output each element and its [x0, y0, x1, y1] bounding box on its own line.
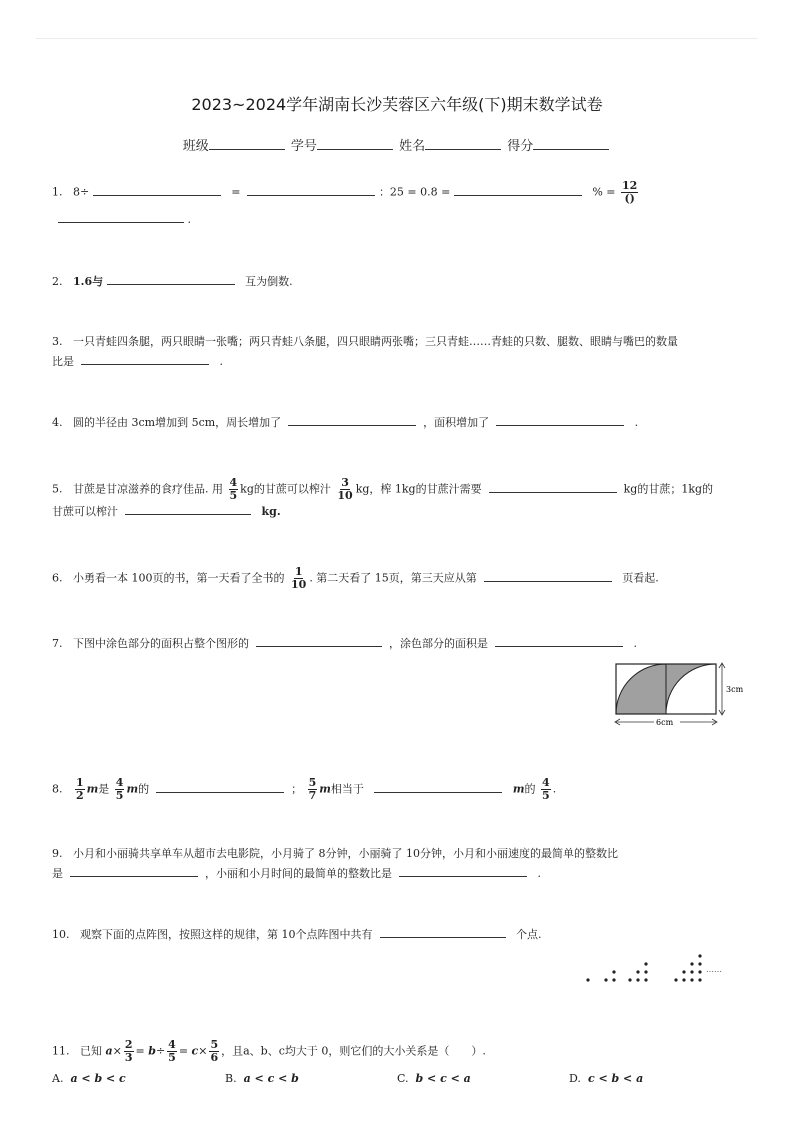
q11-option-a-label: A.	[52, 1072, 64, 1085]
q1-eq: =	[231, 185, 241, 199]
question-3-line-2	[52, 352, 223, 371]
q11-eq-1: =	[135, 1044, 145, 1058]
q7-blank-2[interactable]	[495, 634, 623, 647]
q11-var-a: a	[105, 1044, 113, 1058]
q11-option-c[interactable]	[397, 1072, 471, 1085]
q8-fraction-1	[75, 777, 85, 802]
q7-text-a: 下图中涂色部分的面积占整个图形的	[73, 637, 249, 650]
q7-label-height: 3cm	[726, 685, 744, 694]
q1-end: .	[187, 213, 191, 226]
q10-dot	[612, 978, 615, 981]
q11-fraction-1	[124, 1039, 134, 1064]
q7-text-b: ，涂色部分的面积是	[389, 637, 488, 650]
q2-number: 2.	[52, 275, 63, 288]
q10-dot	[644, 978, 647, 981]
question-1-line-2	[58, 210, 191, 229]
q8-f4-num: 4	[542, 776, 550, 789]
q11-fraction-2	[167, 1039, 177, 1064]
q6-fraction	[290, 566, 307, 591]
q9-number: 9.	[52, 847, 63, 860]
q5-text-e: kg.	[261, 505, 281, 518]
q10-dot	[644, 970, 647, 973]
q6-text-b: . 第二天看了 15页，第三天应从第	[309, 571, 477, 585]
question-4	[52, 413, 638, 432]
question-9	[52, 845, 618, 863]
q6-blank[interactable]	[484, 569, 612, 582]
q8-m1: m	[86, 782, 99, 796]
q11-f2-num: 4	[168, 1038, 176, 1051]
q11-f1-num: 2	[124, 1038, 133, 1051]
q8-f3-num: 5	[308, 776, 317, 789]
student-no-blank[interactable]	[317, 137, 393, 150]
q7-label-width: 6cm	[656, 718, 674, 727]
question-1	[52, 180, 640, 205]
q11-var-c: c	[191, 1044, 199, 1058]
student-no-label: 学号	[290, 139, 317, 154]
q1-text-a: 8÷	[73, 185, 90, 199]
q10-text-a: 观察下面的点阵图，按照这样的规律，第 10个点阵图中共有	[80, 928, 373, 941]
q9-text-a: 是	[52, 867, 63, 880]
q5-text-a: 甘蔗是甘凉滋养的食疗佳品. 用	[73, 482, 223, 496]
q11-option-b[interactable]	[225, 1072, 299, 1085]
q10-dot	[604, 978, 607, 981]
q10-text-b: 个点.	[516, 928, 542, 941]
question-2	[52, 272, 293, 291]
q4-end: .	[634, 416, 639, 429]
q11-f3-num: 5	[210, 1038, 219, 1051]
q1-blank-1[interactable]	[93, 183, 221, 196]
q10-dot	[628, 978, 631, 981]
name-label: 姓名	[399, 139, 426, 154]
q8-m4: m	[512, 782, 525, 796]
question-3	[52, 333, 678, 351]
q11-fraction-3	[209, 1039, 219, 1064]
q3-number: 3.	[52, 335, 63, 348]
question-9-line-2	[52, 864, 541, 883]
q10-dot	[636, 978, 639, 981]
q11-option-c-text: b < c < a	[415, 1072, 471, 1085]
q2-text-a: 1.6与	[73, 275, 104, 288]
question-6	[52, 566, 659, 591]
q8-f3-den: 7	[308, 789, 317, 802]
q10-dot-group	[586, 954, 701, 981]
q11-f1-den: 3	[124, 1051, 133, 1064]
q6-text-a: 小勇看一本 100页的书，第一天看了全书的	[73, 571, 285, 585]
q2-text-b: 互为倒数.	[245, 275, 293, 288]
q10-continuation: ……	[706, 965, 722, 974]
question-10	[52, 925, 542, 944]
q9-end: .	[537, 867, 541, 880]
q10-dot	[698, 978, 701, 981]
q10-dot	[644, 962, 647, 965]
q11-var-b: b	[148, 1044, 156, 1058]
q8-f1-den: 2	[76, 789, 84, 802]
q7-number: 7.	[52, 637, 63, 650]
q6-number: 6.	[52, 571, 63, 585]
q5-blank-2[interactable]	[125, 502, 251, 515]
name-blank[interactable]	[425, 137, 501, 150]
q4-text-a: 圆的半径由 3cm增加到 5cm，周长增加了	[73, 416, 282, 429]
q1-percent: % =	[592, 185, 616, 199]
question-7	[52, 634, 637, 653]
q10-dot	[586, 978, 589, 981]
q11-option-d-label: D.	[569, 1072, 581, 1085]
question-8	[52, 777, 556, 802]
q11-times-1: ×	[112, 1044, 122, 1058]
q11-f3-den: 6	[210, 1051, 219, 1064]
q8-f2-num: 4	[115, 776, 124, 789]
q11-number: 11.	[52, 1044, 70, 1058]
q10-dot	[690, 978, 693, 981]
q11-text-b: ，且a、b、c均大于 0，则它们的大小关系是（ ）.	[221, 1044, 486, 1058]
q9-text-b: ，小丽和小月时间的最简单的整数比是	[205, 867, 392, 880]
q8-m3: m	[319, 782, 331, 796]
class-blank[interactable]	[209, 137, 285, 150]
q4-blank-2[interactable]	[496, 413, 624, 426]
q10-dot-pattern	[580, 946, 740, 988]
q11-option-d-text: c < b < a	[587, 1072, 644, 1085]
q10-dot	[682, 970, 685, 973]
question-5	[52, 477, 713, 502]
q7-shaded-left	[616, 664, 666, 714]
q8-fraction-2	[115, 777, 125, 802]
q10-dot	[682, 978, 685, 981]
q11-option-b-text: a < c < b	[243, 1072, 299, 1085]
q5-line-2: 甘蔗可以榨汁	[52, 505, 118, 518]
q8-end: .	[552, 782, 557, 796]
q11-option-a[interactable]	[52, 1072, 126, 1085]
q10-dot	[698, 970, 701, 973]
q5-text-d: kg的甘蔗；1kg的	[623, 482, 714, 496]
q8-f1-num: 1	[76, 776, 84, 789]
q1-number: 1.	[52, 185, 63, 199]
q10-number: 10.	[52, 928, 70, 941]
q5-fraction-2	[336, 477, 353, 502]
q1-text-b: ：25 = 0.8 =	[378, 185, 451, 199]
q5-blank-1[interactable]	[489, 480, 617, 493]
q6-text-c: 页看起.	[622, 571, 659, 585]
q8-text-b: 的	[138, 782, 150, 796]
q10-dot	[612, 970, 615, 973]
q10-dot	[636, 970, 639, 973]
q8-number: 8.	[52, 782, 63, 796]
q10-dot	[690, 970, 693, 973]
q5-f1-num: 4	[229, 476, 238, 489]
q8-text-d: 的	[524, 782, 536, 796]
q3-end: .	[219, 355, 223, 368]
q8-fraction-4	[541, 777, 551, 802]
q7-end: .	[633, 637, 637, 650]
q4-text-b: ，面积增加了	[423, 416, 490, 429]
q10-blank[interactable]	[380, 925, 506, 938]
q8-blank-1[interactable]	[156, 780, 284, 793]
q6-f-den: 10	[291, 578, 307, 591]
q1-blank-3[interactable]	[454, 183, 582, 196]
q3-line-1: 一只青蛙四条腿，两只眼睛一张嘴；两只青蛙八条腿，四只眼睛两张嘴；三只青蛙……青蛙的只数、腿数、眼睛与嘴巴的数量	[73, 335, 678, 348]
question-11	[52, 1039, 486, 1064]
q11-option-c-label: C.	[397, 1072, 409, 1085]
class-label: 班级	[182, 139, 209, 154]
q8-text-a: 是	[98, 782, 110, 796]
q3-blank[interactable]	[81, 352, 209, 365]
student-info-row	[0, 135, 794, 154]
q4-number: 4.	[52, 416, 63, 429]
q8-m2: m	[126, 782, 139, 796]
q7-shaded-right	[666, 664, 716, 714]
q5-text-b: kg的甘蔗可以榨汁	[240, 482, 331, 496]
q5-f2-den: 10	[337, 489, 353, 502]
q9-blank-2[interactable]	[399, 864, 527, 877]
q5-f2-num: 3	[341, 476, 349, 489]
q11-div: ÷	[155, 1044, 166, 1058]
q10-dot	[674, 978, 677, 981]
top-divider	[36, 38, 758, 39]
q11-option-d[interactable]	[569, 1072, 643, 1085]
q9-line-1: 小月和小丽骑共享单车从超市去电影院，小月骑了 8分钟，小丽骑了 10分钟，小月和小丽速度的最简单的整数比	[73, 847, 618, 860]
q9-blank-1[interactable]	[70, 864, 198, 877]
q3-line-2: 比是	[52, 355, 74, 368]
q11-eq-2: =	[178, 1044, 189, 1058]
q1-blank-2[interactable]	[247, 183, 375, 196]
q11-text-a: 已知	[80, 1044, 102, 1058]
q2-blank[interactable]	[107, 272, 235, 285]
q5-number: 5.	[52, 482, 63, 496]
q11-times-2: ×	[198, 1044, 208, 1058]
q1-blank-4[interactable]	[58, 210, 184, 223]
q8-fraction-3	[308, 777, 318, 802]
q8-text-c: 相当于	[330, 782, 364, 796]
score-label: 得分	[507, 139, 534, 154]
q8-sep: ；	[291, 782, 303, 796]
q8-f2-den: 5	[115, 789, 124, 802]
q10-dot	[698, 962, 701, 965]
q5-f1-den: 5	[229, 489, 238, 502]
q1-fraction	[621, 180, 638, 205]
q8-blank-2[interactable]	[374, 780, 502, 793]
q1-frac-num: 12	[622, 179, 638, 192]
q4-blank-1[interactable]	[288, 413, 416, 426]
score-blank[interactable]	[533, 137, 609, 150]
q6-f-num: 1	[294, 565, 303, 578]
q11-f2-den: 5	[168, 1051, 176, 1064]
q8-f4-den: 5	[542, 789, 550, 802]
q10-dot	[698, 954, 701, 957]
page-title: 2023~2024学年湖南长沙芙蓉区六年级(下)期末数学试卷	[191, 95, 603, 114]
q1-frac-den: ()	[624, 192, 635, 205]
q11-option-b-label: B.	[225, 1072, 237, 1085]
q10-dot	[690, 962, 693, 965]
q7-blank-1[interactable]	[256, 634, 382, 647]
q7-figure	[610, 658, 760, 730]
q5-fraction-1	[229, 477, 239, 502]
q11-option-a-text: a < b < c	[70, 1072, 126, 1085]
q5-text-c: kg，榨 1kg的甘蔗汁需要	[355, 482, 482, 496]
question-5-line-2	[52, 502, 281, 521]
